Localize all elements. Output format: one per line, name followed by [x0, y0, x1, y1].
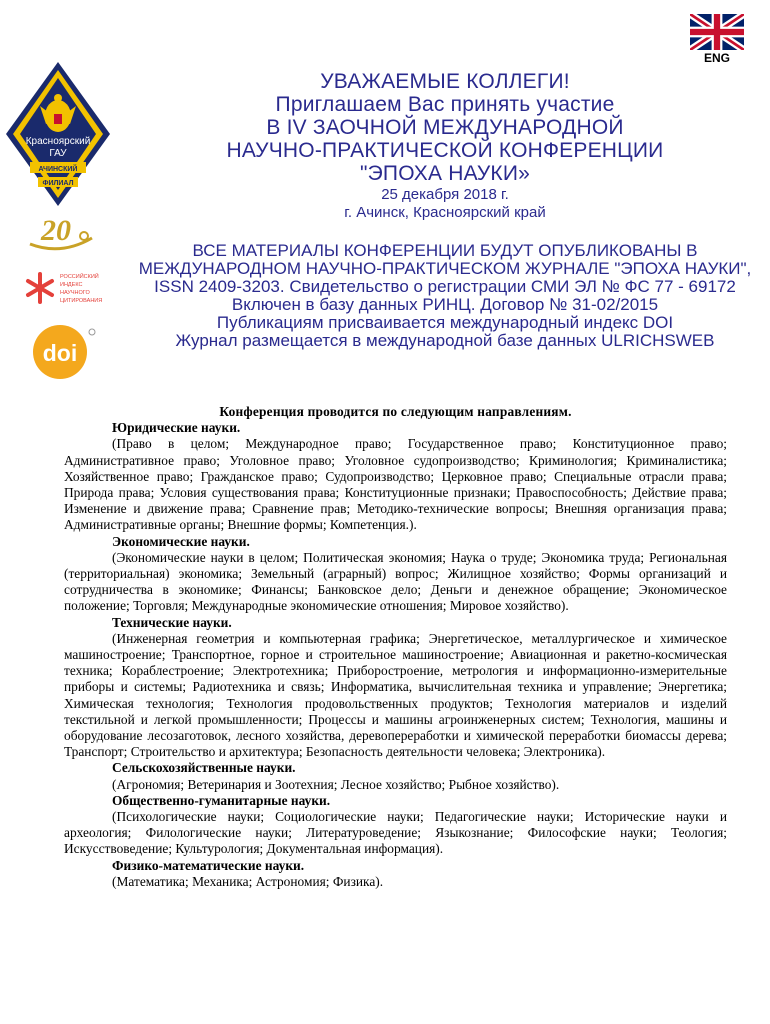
- section-title-economics: Экономические науки.: [112, 533, 250, 549]
- journal-line-1: ВСЕ МАТЕРИАЛЫ КОНФЕРЕНЦИИ БУДУТ ОПУБЛИКОВАНЫ В: [192, 241, 698, 260]
- header-conference-name: "ЭПОХА НАУКИ»: [359, 162, 531, 185]
- rinc-text-1: РОССИЙСКИЙ: [60, 274, 99, 280]
- journal-line-3: ISSN 2409-3203. Свидетельство о регистрации СМИ ЭЛ № ФС 77 - 69172: [154, 277, 736, 296]
- conference-place: г. Ачинск, Красноярский край: [344, 204, 546, 221]
- language-label[interactable]: ENG: [703, 51, 730, 65]
- emblem-text-3: АЧИНСКИЙ: [38, 166, 78, 173]
- journal-line-6: Журнал размещается в международной базе данных ULRICHSWEB: [175, 331, 715, 350]
- journal-line-5: Публикациям присваивается международный индекс DOI: [216, 313, 674, 332]
- section-title-law: Юридические науки.: [112, 420, 241, 436]
- section-body-law: (Право в целом; Международное право; Государственное право; Конституционное право; Административное право; Уголовное право; Уголовное судопроизводство; Криминология; Криминалистика; Хозяйственное право; Гражданское право; Судопроизводство; Церковное право; Специальные отрасли права; Природа права; Условия существования права; Конституционные признаки; Правоспособность; Действие права; Изменение и движение права; Сравнение прав; Методико-технические вопросы; Внешняя организация права; Административные органы; Внешние формы; Компетенция.).: [64, 436, 727, 533]
- section-title-physics-math: Физико-математические науки.: [112, 857, 305, 873]
- rinc-text-3: НАУЧНОГО: [60, 290, 90, 296]
- journal-line-2: МЕЖДУНАРОДНОМ НАУЧНО-ПРАКТИЧЕСКОМ ЖУРНАЛЕ "ЭПОХА НАУКИ",: [138, 259, 752, 278]
- anniversary-20-logo: [26, 208, 96, 254]
- section-body-economics: (Экономические науки в целом; Политическая экономия; Наука о труде; Экономика труда; Региональная (территориальная) экономика; Земельный (аграрный) вопрос; Жилищное хозяйство; Формы организаций и сотрудничества в экономике; Финансы; Банковское дело; Деньги и денежное обращение; Экономическое положение; Торговля; Международные экономические отношения; Мировое хозяйство).: [64, 549, 727, 614]
- conference-sections: [64, 404, 727, 890]
- rinc-text-4: ЦИТИРОВАНИЯ: [60, 298, 103, 304]
- header-greeting: УВАЖАЕМЫЕ КОЛЛЕГИ!: [320, 70, 570, 93]
- section-title-agriculture: Сельскохозяйственные науки.: [112, 760, 296, 776]
- section-body-technical: (Инженерная геометрия и компьютерная графика; Энергетическое, металлургическое и химическое машиностроение; Транспортное, горное и строительное машиностроение; Авиационная и ракетно-космическая техника; Кораблестроение; Электротехника; Приборостроение, метрология и информационно-измерительные приборы и системы; Радиотехника и связь; Информатика, вычислительная техника и управление; Энергетика; Химическая технология; Технология продовольственных продуктов; Технология материалов и изделий текстильной и легкой промышленности; Процессы и машины агроинженерных систем; Технология, машины и оборудование лесозаготовок, лесного хозяйства, деревопереработки и химической переработки биомассы дерева; Транспорт; Строительство и архитектура; Безопасность деятельности человека; Электроника).: [64, 630, 727, 760]
- conference-header: [120, 70, 770, 350]
- anniversary-number: 20: [41, 214, 71, 247]
- section-title-technical: Технические науки.: [112, 614, 232, 630]
- rinc-asterisk-icon: [28, 274, 52, 302]
- section-body-agriculture: (Агрономия; Ветеринария и Зоотехния; Лесное хозяйство; Рыбное хозяйство).: [112, 776, 560, 792]
- header-conference-line-1: В IV ЗАОЧНОЙ МЕЖДУНАРОДНОЙ: [266, 116, 624, 139]
- doi-logo: [28, 324, 98, 380]
- conference-date: 25 декабря 2018 г.: [381, 186, 509, 203]
- emblem-text-1: Красноярский: [25, 136, 91, 147]
- header-invitation: Приглашаем Вас принять участие: [275, 93, 615, 116]
- section-body-physics-math: (Математика; Механика; Астрономия; Физика).: [112, 873, 384, 889]
- university-emblem-logo: [0, 58, 112, 208]
- section-title-humanities: Общественно-гуманитарные науки.: [112, 792, 331, 808]
- emblem-text-4: ФИЛИАЛ: [42, 180, 74, 187]
- header-conference-line-2: НАУЧНО-ПРАКТИЧЕСКОЙ КОНФЕРЕНЦИИ: [226, 139, 664, 162]
- section-body-humanities: (Психологические науки; Социологические науки; Педагогические науки; Исторические науки и археология; Филологические науки; Литературоведение; Языкознание; Философские науки; Теология; Искусствоведение; Культурология; Документальная информация).: [64, 809, 727, 857]
- rinc-text-2: ИНДЕКС: [60, 282, 83, 288]
- rinc-logo: [24, 268, 112, 308]
- doi-text: doi: [42, 340, 78, 366]
- uk-flag-icon[interactable]: [690, 14, 744, 50]
- language-switch[interactable]: [690, 14, 744, 65]
- sections-intro: Конференция проводится по следующим направлениям.: [219, 404, 572, 419]
- journal-line-4: Включен в базу данных РИНЦ. Договор № 31-02/2015: [231, 295, 659, 314]
- emblem-text-2: ГАУ: [49, 148, 67, 159]
